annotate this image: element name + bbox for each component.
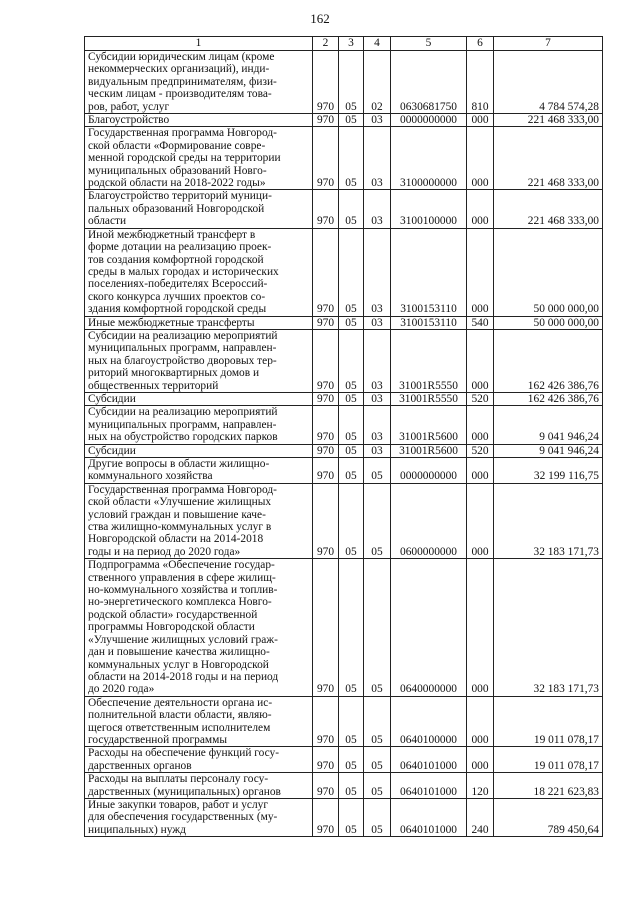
section-code-cell: 05 (339, 114, 364, 127)
section-code-cell: 05 (339, 798, 364, 836)
column-header: 3 (339, 37, 364, 51)
expense-type-code-cell: 000 (467, 483, 494, 558)
amount-cell: 50 000 000,00 (494, 228, 603, 316)
row-name-text: Субсидии (88, 392, 136, 405)
expense-type-code-cell: 520 (467, 392, 494, 405)
row-name-cell (85, 190, 313, 228)
target-article-code-cell: 3100153110 (391, 316, 467, 329)
column-header: 4 (364, 37, 391, 51)
row-name-cell (85, 406, 313, 444)
subsection-code-cell: 03 (364, 392, 391, 405)
subsection-code-cell: 05 (364, 773, 391, 799)
row-name-cell (85, 228, 313, 316)
table-row (85, 444, 603, 457)
column-header: 5 (391, 37, 467, 51)
table-row (85, 114, 603, 127)
target-article-code-cell: 0000000000 (391, 114, 467, 127)
grbs-code-cell: 970 (313, 559, 339, 696)
target-article-code-cell: 0640101000 (391, 798, 467, 836)
subsection-code-cell: 03 (364, 127, 391, 190)
amount-cell: 32 183 171,73 (494, 559, 603, 696)
row-name-cell (85, 329, 313, 392)
table-row (85, 559, 603, 696)
target-article-code-cell: 0640101000 (391, 747, 467, 773)
section-code-cell: 05 (339, 329, 364, 392)
target-article-code-cell: 0640101000 (391, 773, 467, 799)
column-header: 6 (467, 37, 494, 51)
section-code-cell: 05 (339, 228, 364, 316)
row-name-text: Государственная программа Новгород- ской области «Формирование совре- менной городской среды на территории муниципальных образований Новго- родской области на 2018-2022 годы» (88, 127, 281, 190)
target-article-code-cell: 31001R5600 (391, 406, 467, 444)
amount-cell: 789 450,64 (494, 798, 603, 836)
section-code-cell: 05 (339, 51, 364, 114)
subsection-code-cell: 05 (364, 747, 391, 773)
grbs-code-cell: 970 (313, 329, 339, 392)
grbs-code-cell: 970 (313, 316, 339, 329)
row-name-cell (85, 559, 313, 696)
row-name-text: Субсидии на реализацию мероприятий муниципальных программ, направлен- ных на благоустройство дворовых тер- риторий многоквартирных домов и общественных территорий (88, 329, 278, 392)
expense-type-code-cell: 520 (467, 444, 494, 457)
target-article-code-cell: 0600000000 (391, 483, 467, 558)
section-code-cell: 05 (339, 316, 364, 329)
amount-cell: 18 221 623,83 (494, 773, 603, 799)
expense-type-code-cell: 000 (467, 458, 494, 484)
row-name-cell (85, 392, 313, 405)
expense-type-code-cell: 000 (467, 696, 494, 747)
subsection-code-cell: 02 (364, 51, 391, 114)
amount-cell: 50 000 000,00 (494, 316, 603, 329)
subsection-code-cell: 03 (364, 444, 391, 457)
amount-cell: 221 468 333,00 (494, 127, 603, 190)
subsection-code-cell: 03 (364, 329, 391, 392)
row-name-cell (85, 444, 313, 457)
target-article-code-cell: 3100100000 (391, 190, 467, 228)
section-code-cell: 05 (339, 747, 364, 773)
row-name-text: Благоустройство (88, 114, 170, 127)
amount-cell: 9 041 946,24 (494, 406, 603, 444)
row-name-text: Подпрограмма «Обеспечение государ- ственного управления в сфере жилищ- но-коммунального хозяйства и топлив- но-энергетического комплекса Новго- родской области» государственной программы Новгородской области «Улучшение жилищных условий граж- дан и повышение качества жилищно- коммунальных услуг в Новгородской области на 2014-2018 годы и на период до 2020 года» (88, 559, 279, 696)
expense-type-code-cell: 000 (467, 127, 494, 190)
row-name-cell (85, 798, 313, 836)
subsection-code-cell: 03 (364, 228, 391, 316)
target-article-code-cell: 3100153110 (391, 228, 467, 316)
row-name-text: Другие вопросы в области жилищно- коммунального хозяйства (88, 458, 270, 483)
amount-cell: 162 426 386,76 (494, 392, 603, 405)
grbs-code-cell: 970 (313, 127, 339, 190)
amount-cell: 9 041 946,24 (494, 444, 603, 457)
table-row (85, 127, 603, 190)
row-name-cell (85, 458, 313, 484)
section-code-cell: 05 (339, 190, 364, 228)
row-name-cell (85, 127, 313, 190)
table-row (85, 696, 603, 747)
expense-type-code-cell: 810 (467, 51, 494, 114)
target-article-code-cell: 0000000000 (391, 458, 467, 484)
table-row (85, 329, 603, 392)
target-article-code-cell: 31001R5550 (391, 392, 467, 405)
grbs-code-cell: 970 (313, 406, 339, 444)
row-name-cell (85, 114, 313, 127)
grbs-code-cell: 970 (313, 444, 339, 457)
section-code-cell: 05 (339, 773, 364, 799)
target-article-code-cell: 31001R5550 (391, 329, 467, 392)
subsection-code-cell: 05 (364, 559, 391, 696)
grbs-code-cell: 970 (313, 228, 339, 316)
target-article-code-cell: 31001R5600 (391, 444, 467, 457)
grbs-code-cell: 970 (313, 114, 339, 127)
subsection-code-cell: 05 (364, 483, 391, 558)
amount-cell: 162 426 386,76 (494, 329, 603, 392)
amount-cell: 4 784 574,28 (494, 51, 603, 114)
table-row (85, 747, 603, 773)
row-name-cell (85, 316, 313, 329)
row-name-text: Субсидии (88, 444, 136, 457)
row-name-text: Субсидии юридическим лицам (кроме некоммерческих организаций), инди- видуальным предпринимателям, физи- ческим лицам - производителям това- ров, работ, услуг (88, 51, 277, 113)
section-code-cell: 05 (339, 458, 364, 484)
table-row (85, 773, 603, 799)
table-row (85, 798, 603, 836)
row-name-text: Обеспечение деятельности органа ис- полнительной власти области, являю- щегося ответственным исполнителем государственной программы (88, 696, 273, 746)
grbs-code-cell: 970 (313, 483, 339, 558)
row-name-text: Расходы на обеспечение функций госу- дарственных органов (88, 747, 280, 772)
row-name-cell (85, 773, 313, 799)
column-header: 7 (494, 37, 603, 51)
expense-type-code-cell: 540 (467, 316, 494, 329)
table-row (85, 51, 603, 114)
table-row (85, 190, 603, 228)
expense-type-code-cell: 000 (467, 747, 494, 773)
row-name-cell (85, 483, 313, 558)
table-row (85, 392, 603, 405)
table-row (85, 406, 603, 444)
amount-cell: 221 468 333,00 (494, 190, 603, 228)
row-name-text: Иные межбюджетные трансферты (88, 316, 255, 329)
table-header-row (85, 37, 603, 51)
section-code-cell: 05 (339, 696, 364, 747)
expense-type-code-cell: 120 (467, 773, 494, 799)
column-header: 1 (85, 37, 313, 51)
subsection-code-cell: 03 (364, 190, 391, 228)
subsection-code-cell: 05 (364, 798, 391, 836)
row-name-cell (85, 747, 313, 773)
table-row (85, 316, 603, 329)
expense-type-code-cell: 000 (467, 406, 494, 444)
amount-cell: 19 011 078,17 (494, 696, 603, 747)
section-code-cell: 05 (339, 392, 364, 405)
expense-type-code-cell: 000 (467, 190, 494, 228)
amount-cell: 32 183 171,73 (494, 483, 603, 558)
subsection-code-cell: 03 (364, 406, 391, 444)
target-article-code-cell: 0640100000 (391, 696, 467, 747)
grbs-code-cell: 970 (313, 458, 339, 484)
amount-cell: 32 199 116,75 (494, 458, 603, 484)
expense-type-code-cell: 000 (467, 114, 494, 127)
row-name-text: Субсидии на реализацию мероприятий муниципальных программ, направлен- ных на обустройство городских парков (88, 406, 278, 444)
grbs-code-cell: 970 (313, 696, 339, 747)
grbs-code-cell: 970 (313, 51, 339, 114)
row-name-cell (85, 696, 313, 747)
row-name-text: Расходы на выплаты персоналу госу- дарственных (муниципальных) органов (88, 773, 281, 798)
expense-type-code-cell: 000 (467, 228, 494, 316)
grbs-code-cell: 970 (313, 392, 339, 405)
section-code-cell: 05 (339, 406, 364, 444)
subsection-code-cell: 03 (364, 316, 391, 329)
row-name-text: Благоустройство территорий муници- пальных образований Новгородской области (88, 190, 272, 228)
target-article-code-cell: 0640000000 (391, 559, 467, 696)
expense-type-code-cell: 240 (467, 798, 494, 836)
grbs-code-cell: 970 (313, 747, 339, 773)
grbs-code-cell: 970 (313, 798, 339, 836)
table-row (85, 458, 603, 484)
section-code-cell: 05 (339, 127, 364, 190)
expense-type-code-cell: 000 (467, 559, 494, 696)
grbs-code-cell: 970 (313, 190, 339, 228)
grbs-code-cell: 970 (313, 773, 339, 799)
row-name-text: Иные закупки товаров, работ и услуг для обеспечения государственных (му- ниципальных) нужд (88, 798, 278, 836)
table-row (85, 228, 603, 316)
expense-type-code-cell: 000 (467, 329, 494, 392)
row-name-text: Иной межбюджетный трансферт в форме дотации на реализацию проек- тов создания комфортной городской среды в малых городах и исторических поселениях-победителях Всероссий- ского конкурса лучших проектов со- здания комфортной городской среды (88, 228, 279, 316)
section-code-cell: 05 (339, 483, 364, 558)
row-name-text: Государственная программа Новгород- ской области «Улучшение жилищных условий граждан и повышение каче- ства жилищно-коммунальных услуг в Новгородской области на 2014-2018 годы и на период до 2020 года» (88, 483, 277, 558)
column-header: 2 (313, 37, 339, 51)
row-name-cell (85, 51, 313, 114)
target-article-code-cell: 3100000000 (391, 127, 467, 190)
budget-table (84, 36, 603, 837)
amount-cell: 221 468 333,00 (494, 114, 603, 127)
amount-cell: 19 011 078,17 (494, 747, 603, 773)
subsection-code-cell: 05 (364, 696, 391, 747)
subsection-code-cell: 03 (364, 114, 391, 127)
table-row (85, 483, 603, 558)
page-number: 162 (310, 11, 330, 26)
subsection-code-cell: 05 (364, 458, 391, 484)
section-code-cell: 05 (339, 559, 364, 696)
section-code-cell: 05 (339, 444, 364, 457)
target-article-code-cell: 0630681750 (391, 51, 467, 114)
